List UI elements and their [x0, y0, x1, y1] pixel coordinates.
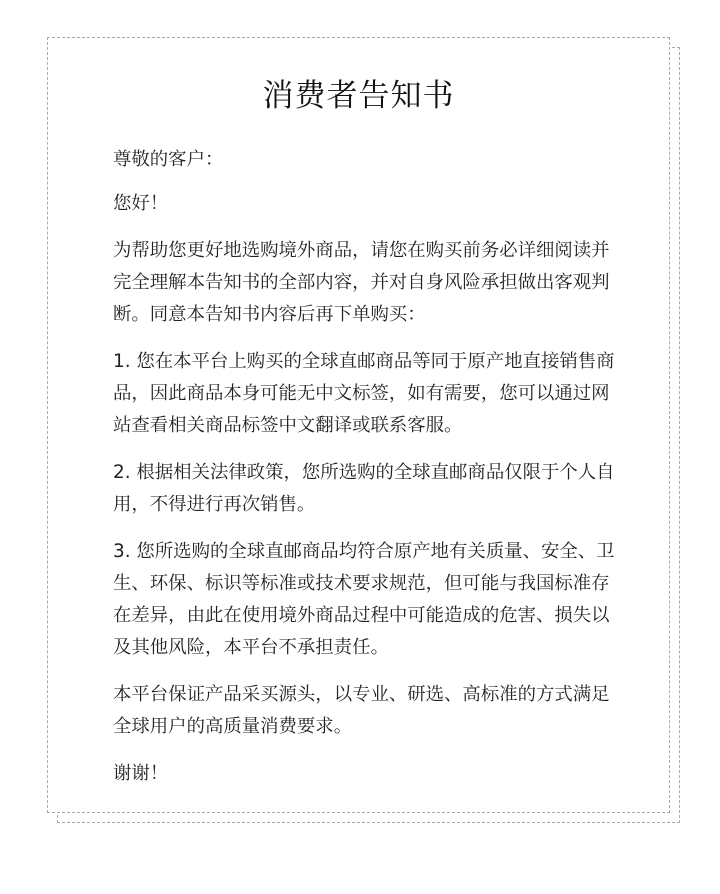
- notice-title: 消费者告知书: [262, 78, 455, 114]
- notice-item-2: 2. 根据相关法律政策，您所选购的全球直邮商品仅限于个人自用，不得进行再次销售。: [113, 462, 615, 515]
- thanks-text: 谢谢！: [113, 763, 169, 784]
- notice-item-3: 3. 您所选购的全球直邮商品均符合原产地有关质量、安全、卫生、环保、标识等标准或技术要求规范，但可能与我国标准存在差异，由此在使用境外商品过程中可能造成的危害、损失以及其他风险，本平台不承担责任。: [113, 541, 615, 658]
- intro-paragraph: 为帮助您更好地选购境外商品，请您在购买前务必详细阅读并完全理解本告知书的全部内容，并对自身风险承担做出客观判断。同意本告知书内容后再下单购买：: [113, 240, 610, 325]
- guarantee-paragraph: 本平台保证产品采买源头，以专业、研选、高标准的方式满足全球用户的高质量消费要求。: [113, 684, 610, 737]
- notice-body: [113, 144, 625, 790]
- notice-item-1: 1. 您在本平台上购买的全球直邮商品等同于原产地直接销售商品，因此商品本身可能无中文标签，如有需要，您可以通过网站查看相关商品标签中文翻译或联系客服。: [113, 351, 615, 436]
- salutation-text: 尊敬的客户：: [113, 149, 224, 170]
- greeting-text: 您好！: [113, 193, 169, 214]
